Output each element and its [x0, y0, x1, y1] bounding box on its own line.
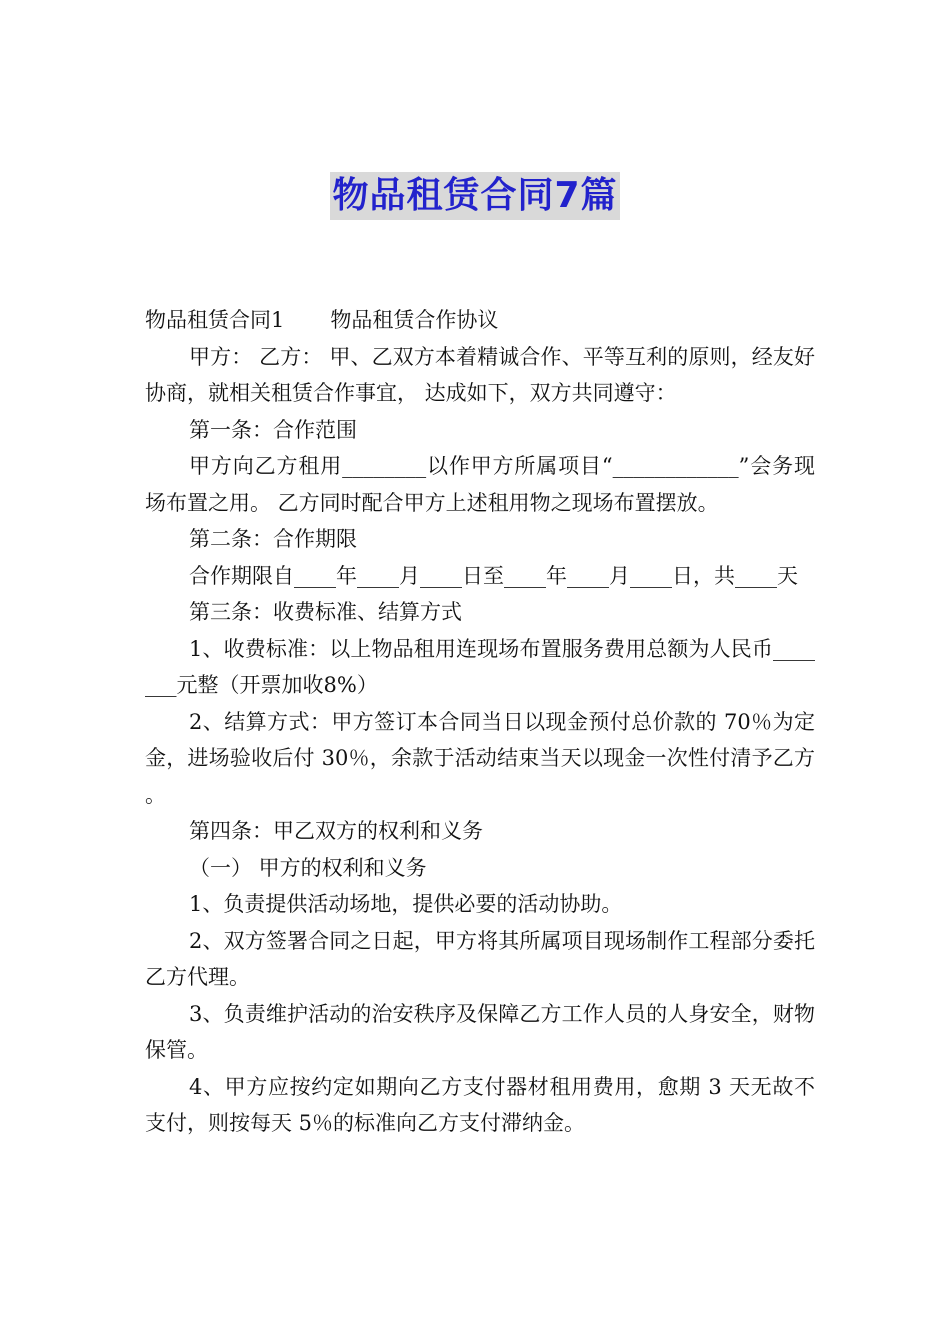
paragraph-scope: 甲方向乙方租用________以作甲方所属项目“____________”会务现场布置之用。 乙方同时配合甲方上述租用物之现场布置摆放。 — [145, 454, 815, 515]
list-item-1: 1、负责提供活动场地，提供必要的活动协助。 — [189, 892, 623, 916]
paragraph-fee-standard: 1、收费标准：以上物品租用连现场布置服务费用总额为人民币_______元整（开票加收8%） — [145, 636, 815, 697]
list-item-4: 4、甲方应按约定如期向乙方支付器材租用费用，愈期 3 天无故不支付，则按每天 5％的标准向乙方支付滞纳金。 — [145, 1074, 815, 1135]
list-item-3: 3、负责维护活动的治安秩序及保障乙方工作人员的人身安全，财物保管。 — [145, 1001, 815, 1062]
title-container — [0, 172, 950, 220]
clause-heading-1: 第一条：合作范围 — [189, 417, 357, 442]
paragraph-term: 合作期限自____年____月____日至____年____月____日，共____天 — [189, 563, 798, 588]
clause-heading-4: 第四条：甲乙双方的权利和义务 — [189, 819, 483, 843]
list-item-2: 2、双方签署合同之日起，甲方将其所属项目现场制作工程部分委托乙方代理。 — [145, 928, 815, 989]
paragraph-intro: 甲方： 乙方： 甲、乙双方本着精诚合作、平等互利的原则，经友好协商，就相关租赁合作事宜， 达成如下，双方共同遵守： — [145, 344, 815, 405]
paragraph-settlement: 2、结算方式：甲方签订本合同当日以现金预付总价款的 70％为定金，进场验收后付 30％，余款于活动结束当天以现金一次性付清予乙方 。 — [145, 709, 815, 807]
clause-heading-2: 第二条：合作期限 — [189, 527, 357, 551]
section-heading — [145, 302, 815, 339]
clause-heading-3: 第三条：收费标准、结算方式 — [189, 600, 462, 624]
agreement-heading: 物品租赁合作协议 — [330, 308, 499, 332]
contract-heading: 物品租赁合同1 — [145, 308, 285, 332]
subsection-heading-party-a: （一） 甲方的权利和义务 — [189, 855, 427, 880]
document-body — [145, 302, 815, 1142]
document-title: 物品租赁合同7篇 — [330, 172, 619, 220]
